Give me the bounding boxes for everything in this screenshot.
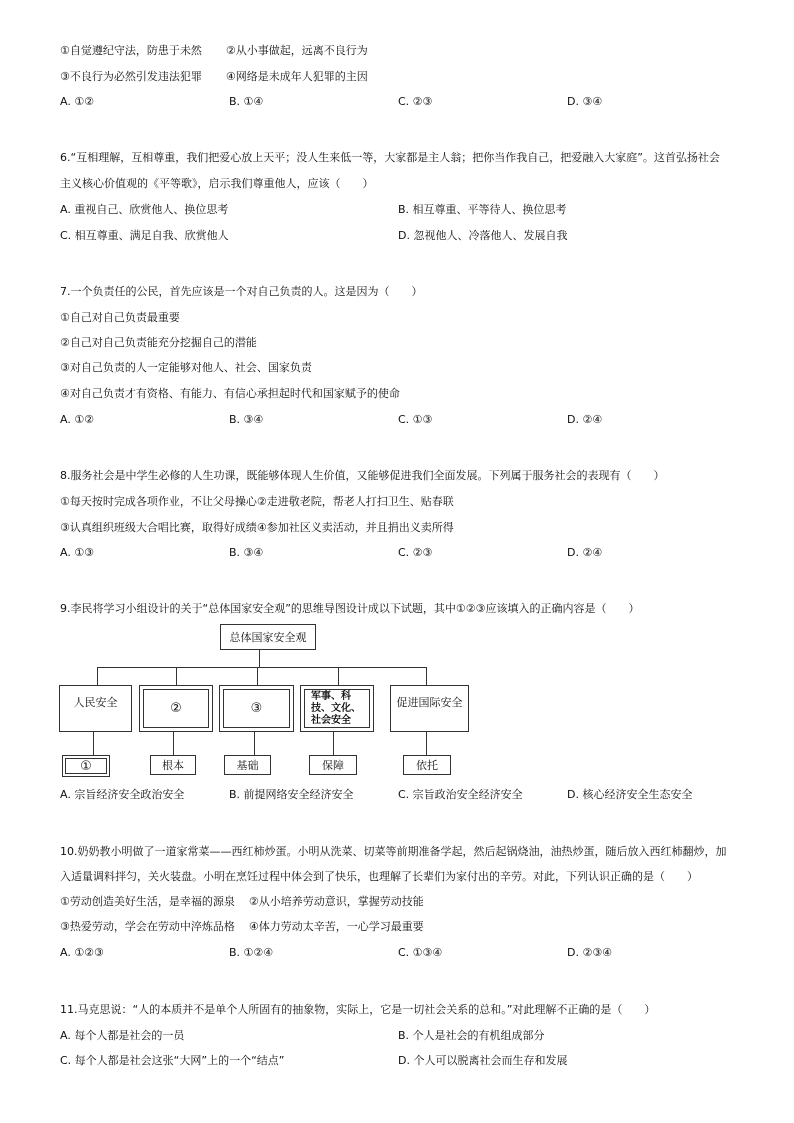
box-international-security-label: 促进国际安全: [396, 695, 463, 709]
q11-text: 11.马克思说：“人的本质并不是单个人所固有的抽象物，实际上，它是一切社会关系的总和。”对此理解不正确的是（ ）: [60, 1003, 656, 1016]
connector-branch-4: [338, 667, 339, 686]
q7-statement-2: ②自己对自己负责能充分挖掘自己的潜能: [60, 336, 257, 349]
q9-option-a[interactable]: A. 宗旨经济安全政治安全: [60, 788, 185, 801]
connector-branch-2: [176, 667, 177, 686]
box-blank-3-label: ③: [223, 689, 290, 728]
box-support: 依托: [403, 755, 451, 775]
q8-option-a[interactable]: A. ①③: [60, 546, 95, 559]
q8-option-d[interactable]: D. ②④: [567, 546, 603, 559]
q5-option-c[interactable]: C. ②③: [398, 95, 433, 108]
q10-option-b[interactable]: B. ①②④: [229, 946, 274, 959]
box-bottom-blank-1: [62, 755, 110, 777]
connector-bottom-4: [333, 732, 334, 755]
q5-statement-2: ②从小事做起，远离不良行为: [225, 44, 368, 57]
q8-option-c[interactable]: C. ②③: [398, 546, 433, 559]
q7-text: 7.一个负责任的公民，首先应该是一个对自己负责的人。这是因为（ ）: [60, 285, 423, 298]
q5-statement-4: ④网络是未成年人犯罪的主因: [225, 70, 368, 83]
q6-option-d[interactable]: D. 忽视他人、冷落他人、发展自我: [398, 229, 568, 242]
q8-option-b[interactable]: B. ③④: [229, 546, 264, 559]
connector-bottom-2: [173, 732, 174, 755]
q6-option-a[interactable]: A. 重视自己、欣赏他人、换位思考: [60, 203, 229, 216]
q5-statements-row1: [60, 44, 368, 58]
q9-option-d[interactable]: D. 核心经济安全生态安全: [567, 788, 693, 801]
connector-bottom-1: [93, 732, 94, 755]
q5-statement-1: ①自觉遵纪守法，防患于未然: [60, 44, 202, 57]
connector-horizontal: [97, 667, 426, 668]
q6-option-c[interactable]: C. 相互尊重、满足自我、欣赏他人: [60, 229, 229, 242]
q11-option-b[interactable]: B. 个人是社会的有机组成部分: [398, 1029, 545, 1042]
box-blank-2: [139, 685, 213, 732]
q10-text-line2: 入适量调料拌匀，关火装盘。小明在烹饪过程中体会到了快乐，也理解了长辈们为家付出的辛劳。对此，下列认识正确的是（ ）: [60, 870, 698, 883]
q8-text: 8.服务社会是中学生必修的人生功课，既能够体现人生价值，又能够促进我们全面发展。下列属于服务社会的表现有（ ）: [60, 469, 665, 482]
q8-statements-line2: ③认真组织班级大合唱比赛，取得好成绩④参加社区义卖活动，并且捐出义卖所得: [60, 521, 454, 534]
q7-option-a[interactable]: A. ①②: [60, 413, 95, 426]
q10-statement-1: ①劳动创造美好生活，是幸福的源泉: [60, 895, 235, 908]
mind-map-root: 总体国家安全观: [220, 624, 316, 650]
box-bottom-blank-1-label: ①: [65, 758, 107, 774]
q7-statement-4: ④对自己负责才有资格、有能力、有信心承担起时代和国家赋予的使命: [60, 387, 400, 400]
q9-option-c[interactable]: C. 宗旨政治安全经济安全: [398, 788, 523, 801]
box-military-tech-culture-social: [300, 685, 374, 732]
q11-option-d[interactable]: D. 个人可以脱离社会而生存和发展: [398, 1054, 568, 1067]
connector-bottom-3: [254, 732, 255, 755]
box-basis: 基础: [224, 755, 271, 775]
box-blank-2-label: ②: [143, 689, 209, 728]
q5-option-a[interactable]: A. ①②: [60, 95, 95, 108]
q9-option-b[interactable]: B. 前提网络安全经济安全: [229, 788, 354, 801]
q6-text-line2: 主义核心价值观的《平等歌》，启示我们尊重他人，应该（ ）: [60, 177, 374, 190]
box-foundation-root: 根本: [150, 755, 196, 775]
q7-statement-3: ③对自己负责的人一定能够对他人、社会、国家负责: [60, 361, 312, 374]
q10-option-d[interactable]: D. ②③④: [567, 946, 613, 959]
q7-option-d[interactable]: D. ②④: [567, 413, 603, 426]
q8-statements-line1: ①每天按时完成各项作业，不让父母操心②走进敬老院，帮老人打扫卫生、贴春联: [60, 495, 454, 508]
q5-option-d[interactable]: D. ③④: [567, 95, 603, 108]
q10-statement-4: ④体力劳动太辛苦，一心学习最重要: [248, 920, 424, 933]
q11-option-c[interactable]: C. 每个人都是社会这张“大网”上的一个“结点”: [60, 1054, 285, 1067]
q5-statements-row2: [60, 70, 368, 84]
box-people-security: [59, 685, 132, 732]
q10-statement-3: ③热爱劳动，学会在劳动中淬炼品格: [60, 920, 235, 933]
box-blank-3: [219, 685, 294, 732]
q7-option-c[interactable]: C. ①③: [398, 413, 433, 426]
connector-bottom-5: [426, 732, 427, 755]
q7-statement-1: ①自己对自己负责最重要: [60, 311, 180, 324]
q5-option-b[interactable]: B. ①④: [229, 95, 264, 108]
q9-text: 9.李民将学习小组设计的关于“总体国家安全观”的思维导图设计成以下试题，其中①②③应该填入的正确内容是（ ）: [60, 602, 640, 615]
q6-option-b[interactable]: B. 相互尊重、平等待人、换位思考: [398, 203, 567, 216]
q5-statement-3: ③不良行为必然引发违法犯罪: [60, 70, 202, 83]
box-military-tech-culture-social-label: 军事、科技、文化、社会安全: [304, 689, 370, 728]
connector-branch-3: [257, 667, 258, 686]
box-guarantee: 保障: [309, 755, 357, 775]
box-people-security-label: 人民安全: [73, 695, 118, 709]
q10-text-line1: 10.奶奶教小明做了一道家常菜——西红柿炒蛋。小明从洗菜、切菜等前期准备学起，然后起锅烧油，油热炒蛋，随后放入西红柿翻炒，加: [60, 845, 727, 858]
q10-statements-row1: [60, 895, 424, 909]
q10-option-c[interactable]: C. ①③④: [398, 946, 443, 959]
q10-statement-2: ②从小培养劳动意识，掌握劳动技能: [248, 895, 424, 908]
connector-root-down: [259, 650, 260, 668]
q6-text-line1: 6.“互相理解，互相尊重，我们把爱心放上天平；没人生来低一等，大家都是主人翁；把你当作我自己，把爱融入大家庭”。这首弘扬社会: [60, 151, 720, 164]
q10-option-a[interactable]: A. ①②③: [60, 946, 104, 959]
q7-option-b[interactable]: B. ③④: [229, 413, 264, 426]
connector-branch-1: [97, 667, 98, 686]
box-international-security: [390, 685, 469, 732]
q11-option-a[interactable]: A. 每个人都是社会的一员: [60, 1029, 185, 1042]
q10-statements-row2: [60, 920, 424, 934]
connector-branch-5: [426, 667, 427, 686]
